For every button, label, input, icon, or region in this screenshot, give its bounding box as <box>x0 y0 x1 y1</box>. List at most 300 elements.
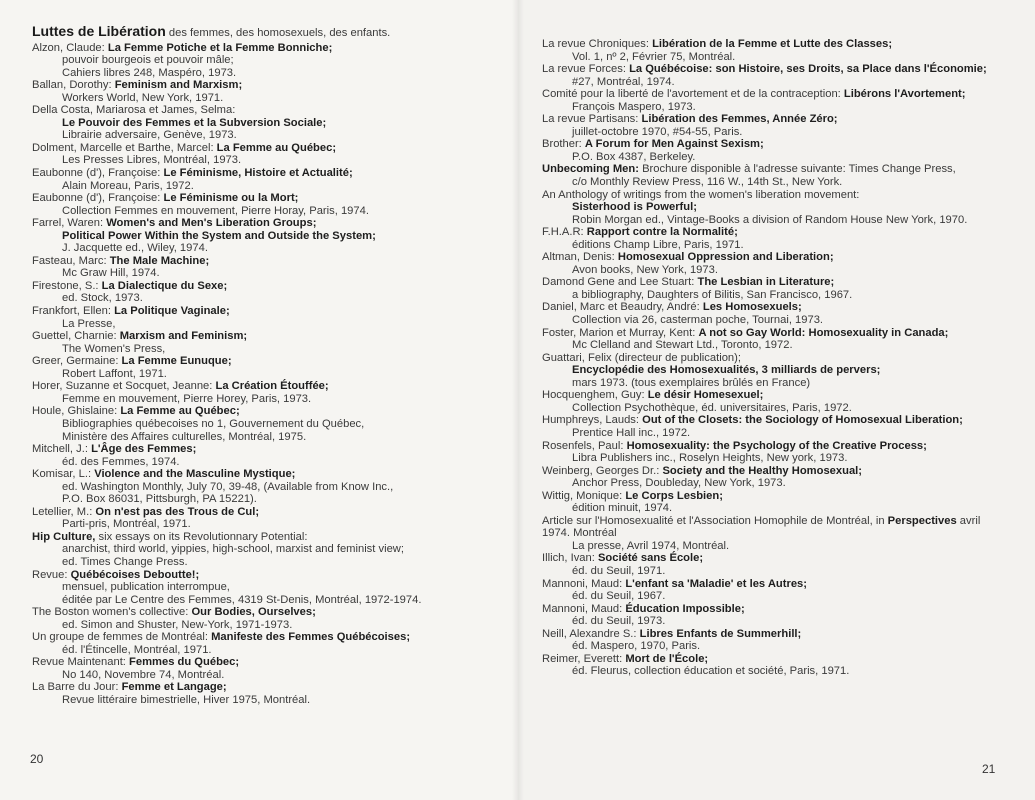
entry-first-line <box>542 88 1012 101</box>
bibliography-entry <box>32 405 502 443</box>
entry-title: Marxism and Feminism; <box>119 330 248 343</box>
entry-text: Fasteau, Marc: <box>32 254 110 267</box>
entry-title: Le Corps Lesbien; <box>625 489 723 502</box>
entry-first-line <box>32 79 502 92</box>
entry-title: La Femme Eunuque; <box>121 355 232 368</box>
entry-text: Eaubonne (d'), Françoise: <box>32 167 164 180</box>
entry-first-line <box>542 440 1012 453</box>
entry-text: ed. Stock, 1973. <box>62 292 143 305</box>
entry-title: Le Féminisme, Histoire et Actualité; <box>163 167 353 180</box>
entry-title: Femmes du Québec; <box>129 656 240 669</box>
entry-detail-line <box>32 456 502 469</box>
entry-detail-line <box>32 644 502 657</box>
page-number-right: 21 <box>982 762 996 776</box>
entry-detail-line <box>32 205 502 218</box>
entry-title: The Male Machine; <box>109 254 210 267</box>
entry-first-line <box>32 443 502 456</box>
entry-first-line <box>32 192 502 205</box>
entry-text: Alzon, Claude: <box>32 41 108 54</box>
bibliography-entry <box>32 443 502 468</box>
entry-title: Women's and Men's Liberation Groups; <box>106 217 317 230</box>
entry-detail-line <box>542 527 1012 540</box>
entry-text: Revue: <box>32 568 71 581</box>
bibliography-entry <box>32 531 502 569</box>
entry-detail-line <box>32 669 502 682</box>
entry-text: Altman, Denis: <box>542 251 618 264</box>
entry-text: An Anthology of writings from the women's liberation movement: <box>542 188 860 201</box>
bibliography-entry <box>542 251 1012 276</box>
entry-text: Anchor Press, Doubleday, New York, 1973. <box>572 477 786 490</box>
entry-text: Un groupe de femmes de Montréal: <box>32 631 212 644</box>
book-gutter <box>512 0 524 800</box>
entry-text: Robert Laffont, 1971. <box>62 367 167 380</box>
bibliography-entry <box>542 628 1012 653</box>
bibliography-entry <box>542 465 1012 490</box>
entry-text: La revue Forces: <box>542 63 630 76</box>
entry-detail-line <box>32 581 502 594</box>
entry-title: Le désir Homesexuel; <box>647 389 764 402</box>
entry-text: mensuel, publication interrompue, <box>62 581 230 594</box>
entry-detail-line <box>32 117 502 130</box>
bibliography-entry <box>32 167 502 192</box>
entry-text: mars 1973. (tous exemplaires brûlés en France) <box>572 376 811 389</box>
entry-title: Le Pouvoir des Femmes et la Subversion Sociale; <box>62 116 327 129</box>
entry-first-line <box>32 167 502 180</box>
entry-title: Our Bodies, Ourselves; <box>191 606 316 619</box>
entry-first-line <box>542 490 1012 503</box>
entry-text: Collection Psychothèque, éd. universitaires, Paris, 1972. <box>572 401 852 414</box>
entry-title: La Création Étouffée; <box>215 380 329 393</box>
entry-first-line <box>542 38 1012 51</box>
entry-detail-line <box>542 339 1012 352</box>
entry-first-line <box>32 217 502 230</box>
entry-detail-line <box>32 594 502 607</box>
entry-first-line <box>542 552 1012 565</box>
entry-detail-line <box>542 452 1012 465</box>
entry-text: Reimer, Everett: <box>542 652 626 665</box>
bibliography-entry <box>32 681 502 706</box>
entry-text: éditions Champ Libre, Paris, 1971. <box>572 238 744 251</box>
entry-text: La Presse, <box>62 317 116 330</box>
entry-title: Éducation Impossible; <box>625 602 745 615</box>
entry-detail-line <box>32 230 502 243</box>
entry-first-line <box>32 656 502 669</box>
bibliography-entry <box>32 280 502 305</box>
bibliography-entry <box>542 276 1012 301</box>
entry-title: Out of the Closets: the Sociology of Homosexual Liberation; <box>642 414 963 427</box>
entry-detail-line <box>32 556 502 569</box>
entry-detail-line <box>542 377 1012 390</box>
entry-text: La revue Partisans: <box>542 113 642 126</box>
entry-detail-line <box>542 151 1012 164</box>
entry-detail-line <box>542 289 1012 302</box>
bibliography-entry <box>32 104 502 142</box>
entry-text: Cahiers libres 248, Maspéro, 1973. <box>62 66 237 79</box>
entry-detail-line <box>32 431 502 444</box>
bibliography-entry <box>32 192 502 217</box>
entry-text: Wittig, Monique: <box>542 489 626 502</box>
entry-first-line <box>542 301 1012 314</box>
entry-title: Libérons l'Avortement; <box>843 88 966 101</box>
entry-title: A not so Gay World: Homosexuality in Canada; <box>698 326 949 339</box>
entry-first-line <box>542 628 1012 641</box>
entry-text: Brochure disponible à l'adresse suivante: Times Change Press, <box>638 163 956 176</box>
entry-detail-line <box>542 502 1012 515</box>
entry-first-line <box>542 251 1012 264</box>
entry-title: La Femme au Québec; <box>216 141 337 154</box>
entry-text: Ballan, Dorothy: <box>32 79 115 92</box>
entry-text: c/o Monthly Review Press, 116 W., 14th St., New York. <box>572 176 843 189</box>
bibliography-entry <box>542 88 1012 113</box>
entry-text: éd. l'Étincelle, Montréal, 1971. <box>62 643 212 656</box>
entry-text: P.O. Box 86031, Pittsburgh, PA 15221). <box>62 493 257 506</box>
entry-title: Feminism and Marxism; <box>114 79 243 92</box>
entry-text: Bibliographies québecoises no 1, Gouvernement du Québec, <box>62 417 365 430</box>
entry-text: éd. Fleurus, collection éducation et société, Paris, 1971. <box>572 665 850 678</box>
entry-title: Société sans École; <box>597 552 704 565</box>
bibliography-entry <box>542 578 1012 603</box>
entry-first-line <box>32 142 502 155</box>
entry-text: Horer, Suzanne et Socquet, Jeanne: <box>32 380 216 393</box>
entry-text: Libra Publishers inc., Roselyn Heights, New york, 1973. <box>572 452 848 465</box>
heading-title: Luttes de Libération <box>32 23 166 39</box>
entry-text: La presse, Avril 1974, Montréal. <box>572 539 730 552</box>
entry-detail-line <box>542 314 1012 327</box>
bibliography-entry <box>32 142 502 167</box>
entry-detail-line <box>542 214 1012 227</box>
entry-detail-line <box>32 393 502 406</box>
bibliography-entry <box>542 63 1012 88</box>
entry-detail-line <box>32 67 502 80</box>
entry-text: éd. des Femmes, 1974. <box>62 455 180 468</box>
entry-text: #27, Montréal, 1974. <box>572 75 675 88</box>
bibliography-entry <box>32 255 502 280</box>
entry-text: Daniel, Marc et Beaudry, André: <box>542 301 703 314</box>
entry-detail-line <box>542 264 1012 277</box>
bibliography-entry <box>32 569 502 607</box>
entry-first-line <box>542 327 1012 340</box>
entry-text: Firestone, S.: <box>32 279 102 292</box>
entry-text: Workers World, New York, 1971. <box>62 91 224 104</box>
entry-text: Comité pour la liberté de l'avortement et de la contraception: <box>542 88 844 101</box>
entry-text: pouvoir bourgeois et pouvoir mâle; <box>62 54 234 67</box>
entry-detail-line <box>542 615 1012 628</box>
entry-text: Guattari, Felix (directeur de publication); <box>542 351 741 364</box>
bibliography-entry <box>542 327 1012 352</box>
entry-first-line <box>32 42 502 55</box>
entry-text: Revue Maintenant: <box>32 656 130 669</box>
entry-detail-line <box>32 180 502 193</box>
entry-first-line <box>32 531 502 544</box>
bibliography-entry <box>32 79 502 104</box>
entry-text: Collection via 26, casterman poche, Tournai, 1973. <box>572 314 824 327</box>
entry-text: Hocquenghem, Guy: <box>542 389 648 402</box>
entry-detail-line <box>542 402 1012 415</box>
entry-text: Eaubonne (d'), Françoise: <box>32 192 164 205</box>
entry-first-line <box>542 414 1012 427</box>
entry-title: Les Homosexuels; <box>702 301 802 314</box>
entry-title: Femme et Langage; <box>121 681 227 694</box>
entry-detail-line <box>32 493 502 506</box>
entry-text: 1974. Montréal <box>542 527 617 540</box>
entry-text: Mannoni, Maud: <box>542 577 626 590</box>
entry-text: Revue littéraire bimestrielle, Hiver 1975, Montréal. <box>62 693 311 706</box>
right-column <box>542 38 1012 678</box>
entry-detail-line <box>542 76 1012 89</box>
entry-text: Letellier, M.: <box>32 505 96 518</box>
entry-title: L'Âge des Femmes; <box>91 443 197 456</box>
entry-first-line <box>32 104 502 117</box>
entry-text: Greer, Germaine: <box>32 355 122 368</box>
entry-detail-line <box>542 239 1012 252</box>
entry-first-line <box>542 226 1012 239</box>
entry-detail-line <box>542 176 1012 189</box>
entry-first-line <box>542 465 1012 478</box>
entry-text: Avon books, New York, 1973. <box>572 263 718 276</box>
entry-text: La revue Chroniques: <box>542 38 653 50</box>
entry-title: The Lesbian in Literature; <box>697 276 835 289</box>
entry-title: Society and the Healthy Homosexual; <box>662 464 862 477</box>
bibliography-entry <box>542 352 1012 390</box>
entry-title: Manifeste des Femmes Québécoises; <box>211 631 411 644</box>
entry-title: La Femme au Québec; <box>120 405 240 418</box>
entry-title: Le Féminisme ou la Mort; <box>163 192 299 205</box>
entry-title: Violence and the Masculine Mystique; <box>94 468 296 481</box>
entry-text: Foster, Marion et Murray, Kent: <box>542 326 699 339</box>
entry-text: avril <box>956 514 981 527</box>
entry-first-line <box>32 355 502 368</box>
entry-text: Mannoni, Maud: <box>542 602 626 615</box>
entry-text: Komisar, L.: <box>32 468 95 481</box>
entry-text: éd. du Seuil, 1973. <box>572 615 666 628</box>
entry-first-line <box>542 352 1012 365</box>
bibliography-entry <box>32 305 502 330</box>
entry-text: Prentice Hall inc., 1972. <box>572 426 691 439</box>
entry-text: Collection Femmes en mouvement, Pierre Horay, Paris, 1974. <box>62 204 369 217</box>
entry-detail-line <box>542 101 1012 114</box>
entry-first-line <box>542 603 1012 616</box>
bibliography-entry <box>32 468 502 506</box>
entry-first-line <box>32 468 502 481</box>
entry-text: a bibliography, Daughters of Bilitis, San Francisco, 1967. <box>572 288 853 301</box>
entry-text: Humphreys, Lauds: <box>542 414 643 427</box>
entry-first-line <box>542 163 1012 176</box>
entry-first-line <box>32 255 502 268</box>
entry-first-line <box>542 653 1012 666</box>
entry-text: éd. Maspero, 1970, Paris. <box>572 640 701 653</box>
entry-first-line <box>542 578 1012 591</box>
left-bibliography <box>32 42 502 707</box>
entry-text: J. Jacquette ed., Wiley, 1974. <box>62 242 208 255</box>
bibliography-entry <box>542 389 1012 414</box>
entry-detail-line <box>32 418 502 431</box>
entry-detail-line <box>32 154 502 167</box>
bibliography-entry <box>32 42 502 80</box>
entry-title: Hip Culture, <box>32 530 96 543</box>
bibliography-entry <box>32 380 502 405</box>
entry-title: Sisterhood is Powerful; <box>572 201 697 214</box>
entry-title: La Dialectique du Sexe; <box>101 279 228 292</box>
entry-text: Farrel, Waren: <box>32 217 107 230</box>
entry-text: Vol. 1, nº 2, Février 75, Montréal. <box>572 50 736 63</box>
bibliography-entry <box>542 552 1012 577</box>
entry-detail-line <box>542 126 1012 139</box>
entry-first-line <box>32 280 502 293</box>
entry-text: Ministère des Affaires culturelles, Montréal, 1975. <box>62 430 307 443</box>
entry-text: F.H.A.R: <box>542 226 587 239</box>
entry-text: éd. du Seuil, 1971. <box>572 564 666 577</box>
entry-detail-line <box>542 201 1012 214</box>
entry-first-line <box>32 631 502 644</box>
entry-text: Mitchell, J.: <box>32 443 92 456</box>
bibliography-entry <box>542 653 1012 678</box>
entry-text: Article sur l'Homosexualité et l'Association Homophile de Montréal, in <box>542 514 888 527</box>
entry-detail-line <box>542 640 1012 653</box>
bibliography-entry <box>542 226 1012 251</box>
page-number-left: 20 <box>30 752 44 766</box>
entry-text: Mc Graw Hill, 1974. <box>62 267 160 280</box>
entry-title: La Politique Vaginale; <box>114 305 230 318</box>
entry-detail-line <box>32 129 502 142</box>
bibliography-entry <box>542 414 1012 439</box>
entry-title: On n'est pas des Trous de Cul; <box>95 505 260 518</box>
entry-title: Encyclopédie des Homosexualités, 3 milliards de pervers; <box>572 364 881 377</box>
entry-title: Libres Enfants de Summerhill; <box>639 627 802 640</box>
entry-detail-line <box>32 242 502 255</box>
entry-detail-line <box>542 590 1012 603</box>
entry-detail-line <box>542 540 1012 553</box>
entry-title: Québécoises Deboutte!; <box>70 568 200 581</box>
bibliography-entry <box>542 515 1012 553</box>
entry-title: La Femme Potiche et la Femme Bonniche; <box>107 41 333 54</box>
entry-detail-line <box>32 694 502 707</box>
bibliography-entry <box>542 38 1012 63</box>
section-heading <box>32 25 502 40</box>
entry-text: Brother: <box>542 138 585 151</box>
bibliography-entry <box>542 113 1012 138</box>
entry-text: juillet-octobre 1970, #54-55, Paris. <box>572 125 743 138</box>
entry-text: Mc Clelland and Stewart Ltd., Toronto, 1972. <box>572 339 793 352</box>
entry-first-line <box>542 189 1012 202</box>
entry-first-line <box>542 276 1012 289</box>
bibliography-entry <box>542 138 1012 163</box>
entry-first-line <box>32 330 502 343</box>
entry-text: Houle, Ghislaine: <box>32 405 121 418</box>
entry-first-line <box>32 405 502 418</box>
entry-detail-line <box>542 51 1012 64</box>
entry-detail-line <box>32 92 502 105</box>
entry-first-line <box>542 113 1012 126</box>
bibliography-entry <box>542 301 1012 326</box>
entry-detail-line <box>542 364 1012 377</box>
heading-subtitle: des femmes, des homosexuels, des enfants. <box>165 27 391 39</box>
entry-detail-line <box>32 318 502 331</box>
entry-title: Perspectives <box>887 514 957 527</box>
entry-title: Libération des Femmes, Année Zéro; <box>641 113 838 126</box>
entry-text: Alain Moreau, Paris, 1972. <box>62 179 194 192</box>
entry-text: Femme en mouvement, Pierre Horey, Paris, 1973. <box>62 392 312 405</box>
entry-detail-line <box>32 481 502 494</box>
bibliography-entry <box>542 163 1012 188</box>
entry-text: ed. Washington Monthly, July 70, 39-48, (Available from Know Inc., <box>62 480 394 493</box>
entry-detail-line <box>542 477 1012 490</box>
entry-title: Mort de l'École; <box>625 652 709 665</box>
entry-title: Unbecoming Men: <box>542 163 639 176</box>
entry-text: The Boston women's collective: <box>32 606 192 619</box>
entry-detail-line <box>542 565 1012 578</box>
entry-text: Della Costa, Mariarosa et James, Selma: <box>32 104 236 117</box>
entry-text: La Barre du Jour: <box>32 681 122 694</box>
entry-text: édition minuit, 1974. <box>572 502 673 515</box>
entry-detail-line <box>32 343 502 356</box>
entry-text: Frankfort, Ellen: <box>32 305 115 318</box>
bibliography-entry <box>32 506 502 531</box>
entry-text: Dolment, Marcelle et Barthe, Marcel: <box>32 141 217 154</box>
entry-detail-line <box>32 518 502 531</box>
entry-text: The Women's Press, <box>62 342 166 355</box>
entry-detail-line <box>32 368 502 381</box>
entry-text: ed. Times Change Press. <box>62 555 188 568</box>
entry-text: ed. Simon and Shuster, New-York, 1971-1973. <box>62 618 293 631</box>
bibliography-entry <box>542 490 1012 515</box>
entry-first-line <box>32 506 502 519</box>
entry-detail-line <box>32 619 502 632</box>
entry-text: Weinberg, Georges Dr.: <box>542 464 663 477</box>
entry-first-line <box>542 63 1012 76</box>
bibliography-entry <box>542 440 1012 465</box>
entry-detail-line <box>32 292 502 305</box>
bibliography-entry <box>32 217 502 255</box>
entry-first-line <box>32 305 502 318</box>
entry-first-line <box>542 138 1012 151</box>
entry-title: Rapport contre la Normalité; <box>586 226 738 239</box>
entry-text: éd. du Seuil, 1967. <box>572 590 666 603</box>
entry-text: Neill, Alexandre S.: <box>542 627 640 640</box>
entry-text: Damond Gene and Lee Stuart: <box>542 276 698 289</box>
entry-detail-line <box>542 665 1012 678</box>
entry-text: Parti-pris, Montréal, 1971. <box>62 518 191 531</box>
entry-first-line <box>32 681 502 694</box>
bibliography-entry <box>32 631 502 656</box>
entry-title: A Forum for Men Against Sexism; <box>584 138 764 151</box>
entry-first-line <box>32 380 502 393</box>
entry-first-line <box>542 389 1012 402</box>
bibliography-entry <box>32 606 502 631</box>
entry-text: No 140, Novembre 74, Montréal. <box>62 668 225 681</box>
bibliography-entry <box>32 355 502 380</box>
left-column <box>32 25 502 707</box>
bibliography-entry <box>32 330 502 355</box>
entry-detail-line <box>32 267 502 280</box>
entry-text: anarchist, third world, yippies, high-school, marxist and feminist view; <box>62 543 404 556</box>
bibliography-entry <box>542 603 1012 628</box>
entry-title: Homosexuality: the Psychology of the Creative Process; <box>626 439 927 452</box>
entry-text: François Maspero, 1973. <box>572 100 696 113</box>
entry-text: Illich, Ivan: <box>542 552 598 565</box>
entry-first-line <box>542 515 1012 528</box>
bibliography-entry <box>32 656 502 681</box>
entry-title: La Québécoise: son Histoire, ses Droits, sa Place dans l'Économie; <box>629 63 987 76</box>
right-bibliography <box>542 38 1012 678</box>
entry-detail-line <box>32 54 502 67</box>
entry-text: six essays on its Revolutionnary Potential: <box>95 530 308 543</box>
entry-first-line <box>32 606 502 619</box>
bibliography-entry <box>542 189 1012 227</box>
entry-title: Political Power Within the System and Outside the System; <box>62 229 376 242</box>
entry-detail-line <box>542 427 1012 440</box>
entry-detail-line <box>32 543 502 556</box>
entry-text: Rosenfels, Paul: <box>542 439 627 452</box>
